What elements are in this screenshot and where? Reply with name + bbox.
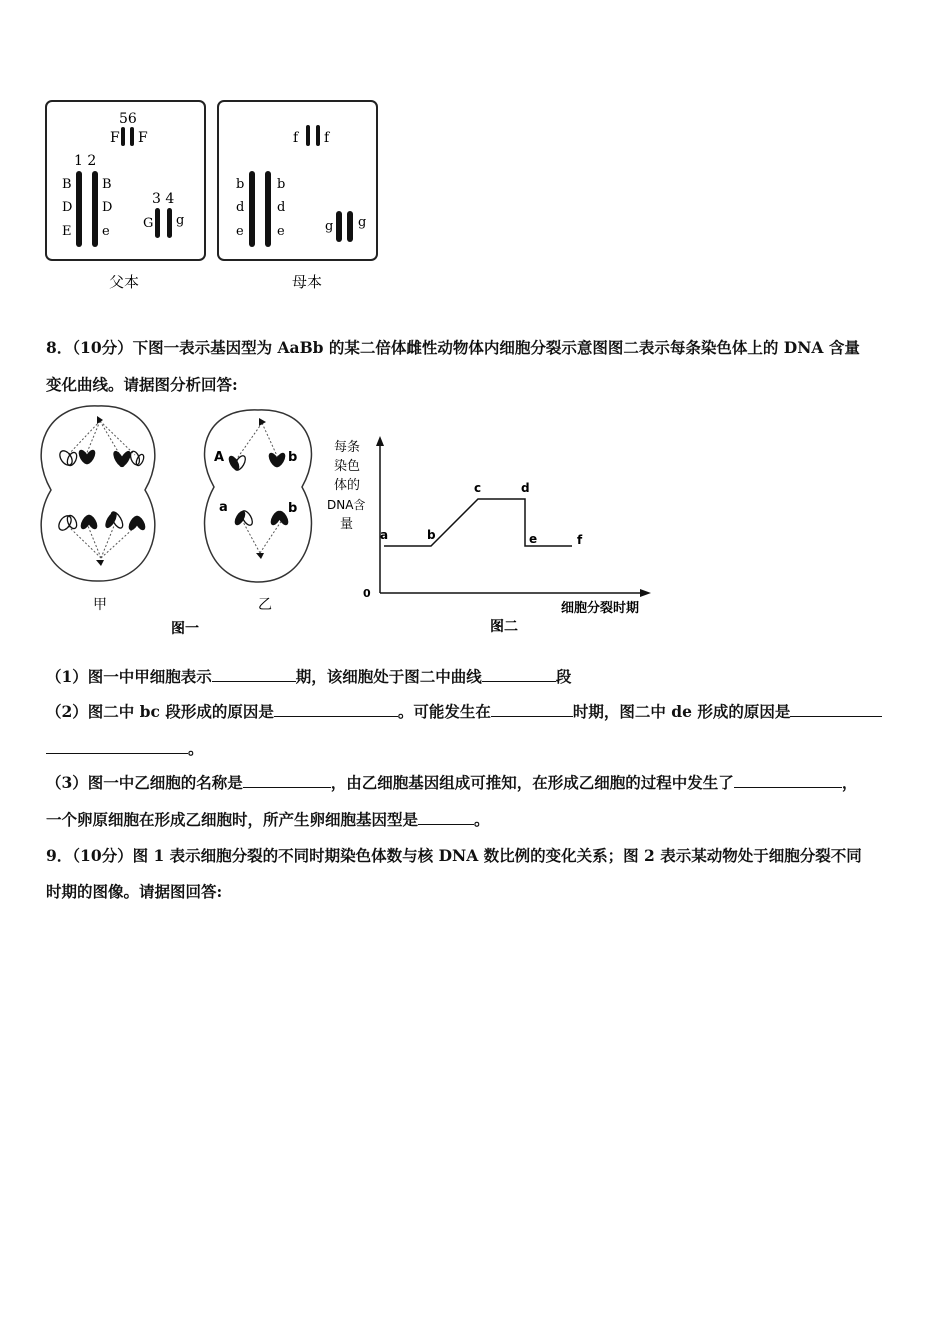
- answer-blank-7[interactable]: [734, 773, 842, 788]
- answer-blank-6[interactable]: [243, 773, 331, 788]
- q8-line1: 8．（10分）下图一表示基因型为 AaBb 的某二倍体雌性动物体内细胞分裂示意图图二表示每条染色体上的 DNA 含量: [46, 338, 860, 357]
- gene-right-3: e: [102, 224, 110, 239]
- q8-sub2-cont: [46, 737, 204, 759]
- chromosome-2: [92, 171, 98, 247]
- sub2-text-a: （2）图二中 bc 段形成的原因是: [46, 702, 274, 721]
- point-label-d: d: [521, 481, 530, 495]
- point-label-a: a: [380, 528, 389, 542]
- father-label: 父本: [109, 273, 140, 291]
- sub1-text-c: 段: [555, 667, 572, 686]
- dna-curve: [384, 499, 572, 546]
- q8-sub2: [46, 700, 882, 722]
- sub3-text-d: 一个卵原细胞在形成乙细胞时，所产生卵细胞基因型是: [46, 810, 419, 829]
- figure-1-cells: [0, 395, 340, 645]
- answer-blank-3[interactable]: [274, 702, 398, 717]
- sub2-text-c: 时期，图二中 de 形成的原因是: [572, 702, 791, 721]
- q8-sub1: [46, 665, 571, 687]
- jia-chromosome: [129, 450, 141, 466]
- m-gene-right-2: d: [277, 200, 286, 215]
- y-axis-arrow: [376, 436, 384, 446]
- sub3-text-a: （3）图一中乙细胞的名称是: [46, 773, 243, 792]
- y-label-1: 每条: [334, 440, 361, 455]
- m-chromosome-6: [316, 125, 320, 146]
- yi-spindle: [236, 423, 282, 553]
- gene-b-bottom: b: [288, 501, 298, 516]
- gene-right-2: D: [102, 200, 113, 215]
- jia-spindle: [68, 421, 136, 558]
- sub2-text-b: 。可能发生在: [397, 702, 491, 721]
- q9-line2: 时期的图像。请据图回答:: [46, 882, 223, 901]
- gene-right-1: B: [102, 177, 112, 192]
- m-gene-left-3: e: [236, 224, 244, 239]
- jia-centrosome-top: [97, 416, 103, 424]
- m-chromosome-2: [265, 171, 271, 247]
- gene-left-2: D: [62, 200, 73, 215]
- sub3-text-b: ，由乙细胞基因组成可推知，在形成乙细胞的过程中发生了: [330, 773, 734, 792]
- mother-label: 母本: [292, 273, 323, 291]
- m-gene-right-3: e: [277, 224, 285, 239]
- x-label: 细胞分裂时期: [561, 601, 640, 616]
- sub3-text-e: 。: [474, 810, 490, 829]
- pair12-numbers: 1 2: [74, 153, 97, 169]
- cell-yi-label: 乙: [258, 597, 272, 613]
- gene-a: a: [219, 500, 228, 515]
- yi-centrosome-bottom: [256, 553, 264, 559]
- m-chromosome-5: [306, 125, 310, 146]
- q8-sub3-cont: [46, 808, 490, 830]
- answer-blank-4[interactable]: [491, 702, 573, 717]
- answer-blank-5[interactable]: [790, 702, 882, 717]
- gene-left-3: E: [62, 224, 72, 239]
- gene-b-top: b: [288, 450, 298, 465]
- cell-jia-label: 甲: [93, 597, 107, 613]
- sub1-text-b: 期，该细胞处于图二中曲线: [295, 667, 482, 686]
- sub1-text-a: （1）图一中甲细胞表示: [46, 667, 212, 686]
- chromosome-5: [121, 127, 125, 146]
- origin-label: 0: [363, 587, 371, 600]
- pair56-numbers: 56: [119, 111, 137, 127]
- sub3-text-c: ，: [841, 773, 858, 792]
- point-label-b: b: [427, 528, 436, 542]
- pair34-numbers: 3 4: [152, 191, 175, 207]
- y-label-4: DNA含: [327, 498, 366, 512]
- y-label-3: 体的: [334, 478, 361, 493]
- m-chromosome-4: [347, 211, 353, 242]
- m-g-right: g: [358, 215, 367, 230]
- f-left: F: [110, 130, 120, 146]
- m-f-right: f: [324, 130, 330, 146]
- jia-centrosome-bottom: [96, 560, 104, 566]
- point-labels: [380, 481, 583, 547]
- x-axis-arrow: [640, 589, 651, 597]
- m-gene-left-1: b: [236, 177, 245, 192]
- answer-blank-1[interactable]: [212, 667, 296, 682]
- m-gene-left-2: d: [236, 200, 245, 215]
- point-label-f: f: [577, 533, 583, 547]
- m-chromosome-3: [336, 211, 342, 242]
- m-g-left: g: [325, 219, 334, 234]
- chromosome-figure: [0, 0, 950, 300]
- cell-yi-outline: [205, 410, 312, 582]
- gene-A: A: [214, 450, 225, 465]
- y-label-2: 染色: [334, 459, 361, 474]
- q9-line1: 9．（10分）图 1 表示细胞分裂的不同时期染色体数与核 DNA 数比例的变化关系；图 2 表示某动物处于细胞分裂不同: [46, 846, 862, 865]
- answer-blank-2[interactable]: [482, 667, 556, 682]
- point-label-e: e: [529, 532, 538, 546]
- f-right: F: [138, 130, 148, 146]
- g-left: G: [143, 216, 154, 231]
- y-label-5: 量: [340, 517, 354, 532]
- chromosome-1: [76, 171, 82, 247]
- gene-left-1: B: [62, 177, 72, 192]
- chromosome-3: [155, 208, 160, 238]
- answer-blank-5-cont[interactable]: [46, 739, 188, 754]
- answer-blank-8[interactable]: [418, 810, 474, 825]
- figure-2-chart: [320, 430, 670, 640]
- sub2-text-d: 。: [188, 739, 204, 758]
- q8-line2: 变化曲线。请据图分析回答:: [46, 375, 238, 394]
- chromosome-6: [130, 127, 134, 146]
- figure-2-caption: 图二: [490, 619, 518, 635]
- point-label-c: c: [474, 481, 482, 495]
- g-right: g: [176, 213, 185, 228]
- figure-1-caption: 图一: [171, 621, 199, 637]
- m-chromosome-1: [249, 171, 255, 247]
- chromosome-4: [167, 208, 172, 238]
- yi-chromosome: [233, 509, 248, 527]
- m-gene-right-1: b: [277, 177, 286, 192]
- m-f-left: f: [293, 130, 299, 146]
- q8-sub3: [46, 771, 857, 793]
